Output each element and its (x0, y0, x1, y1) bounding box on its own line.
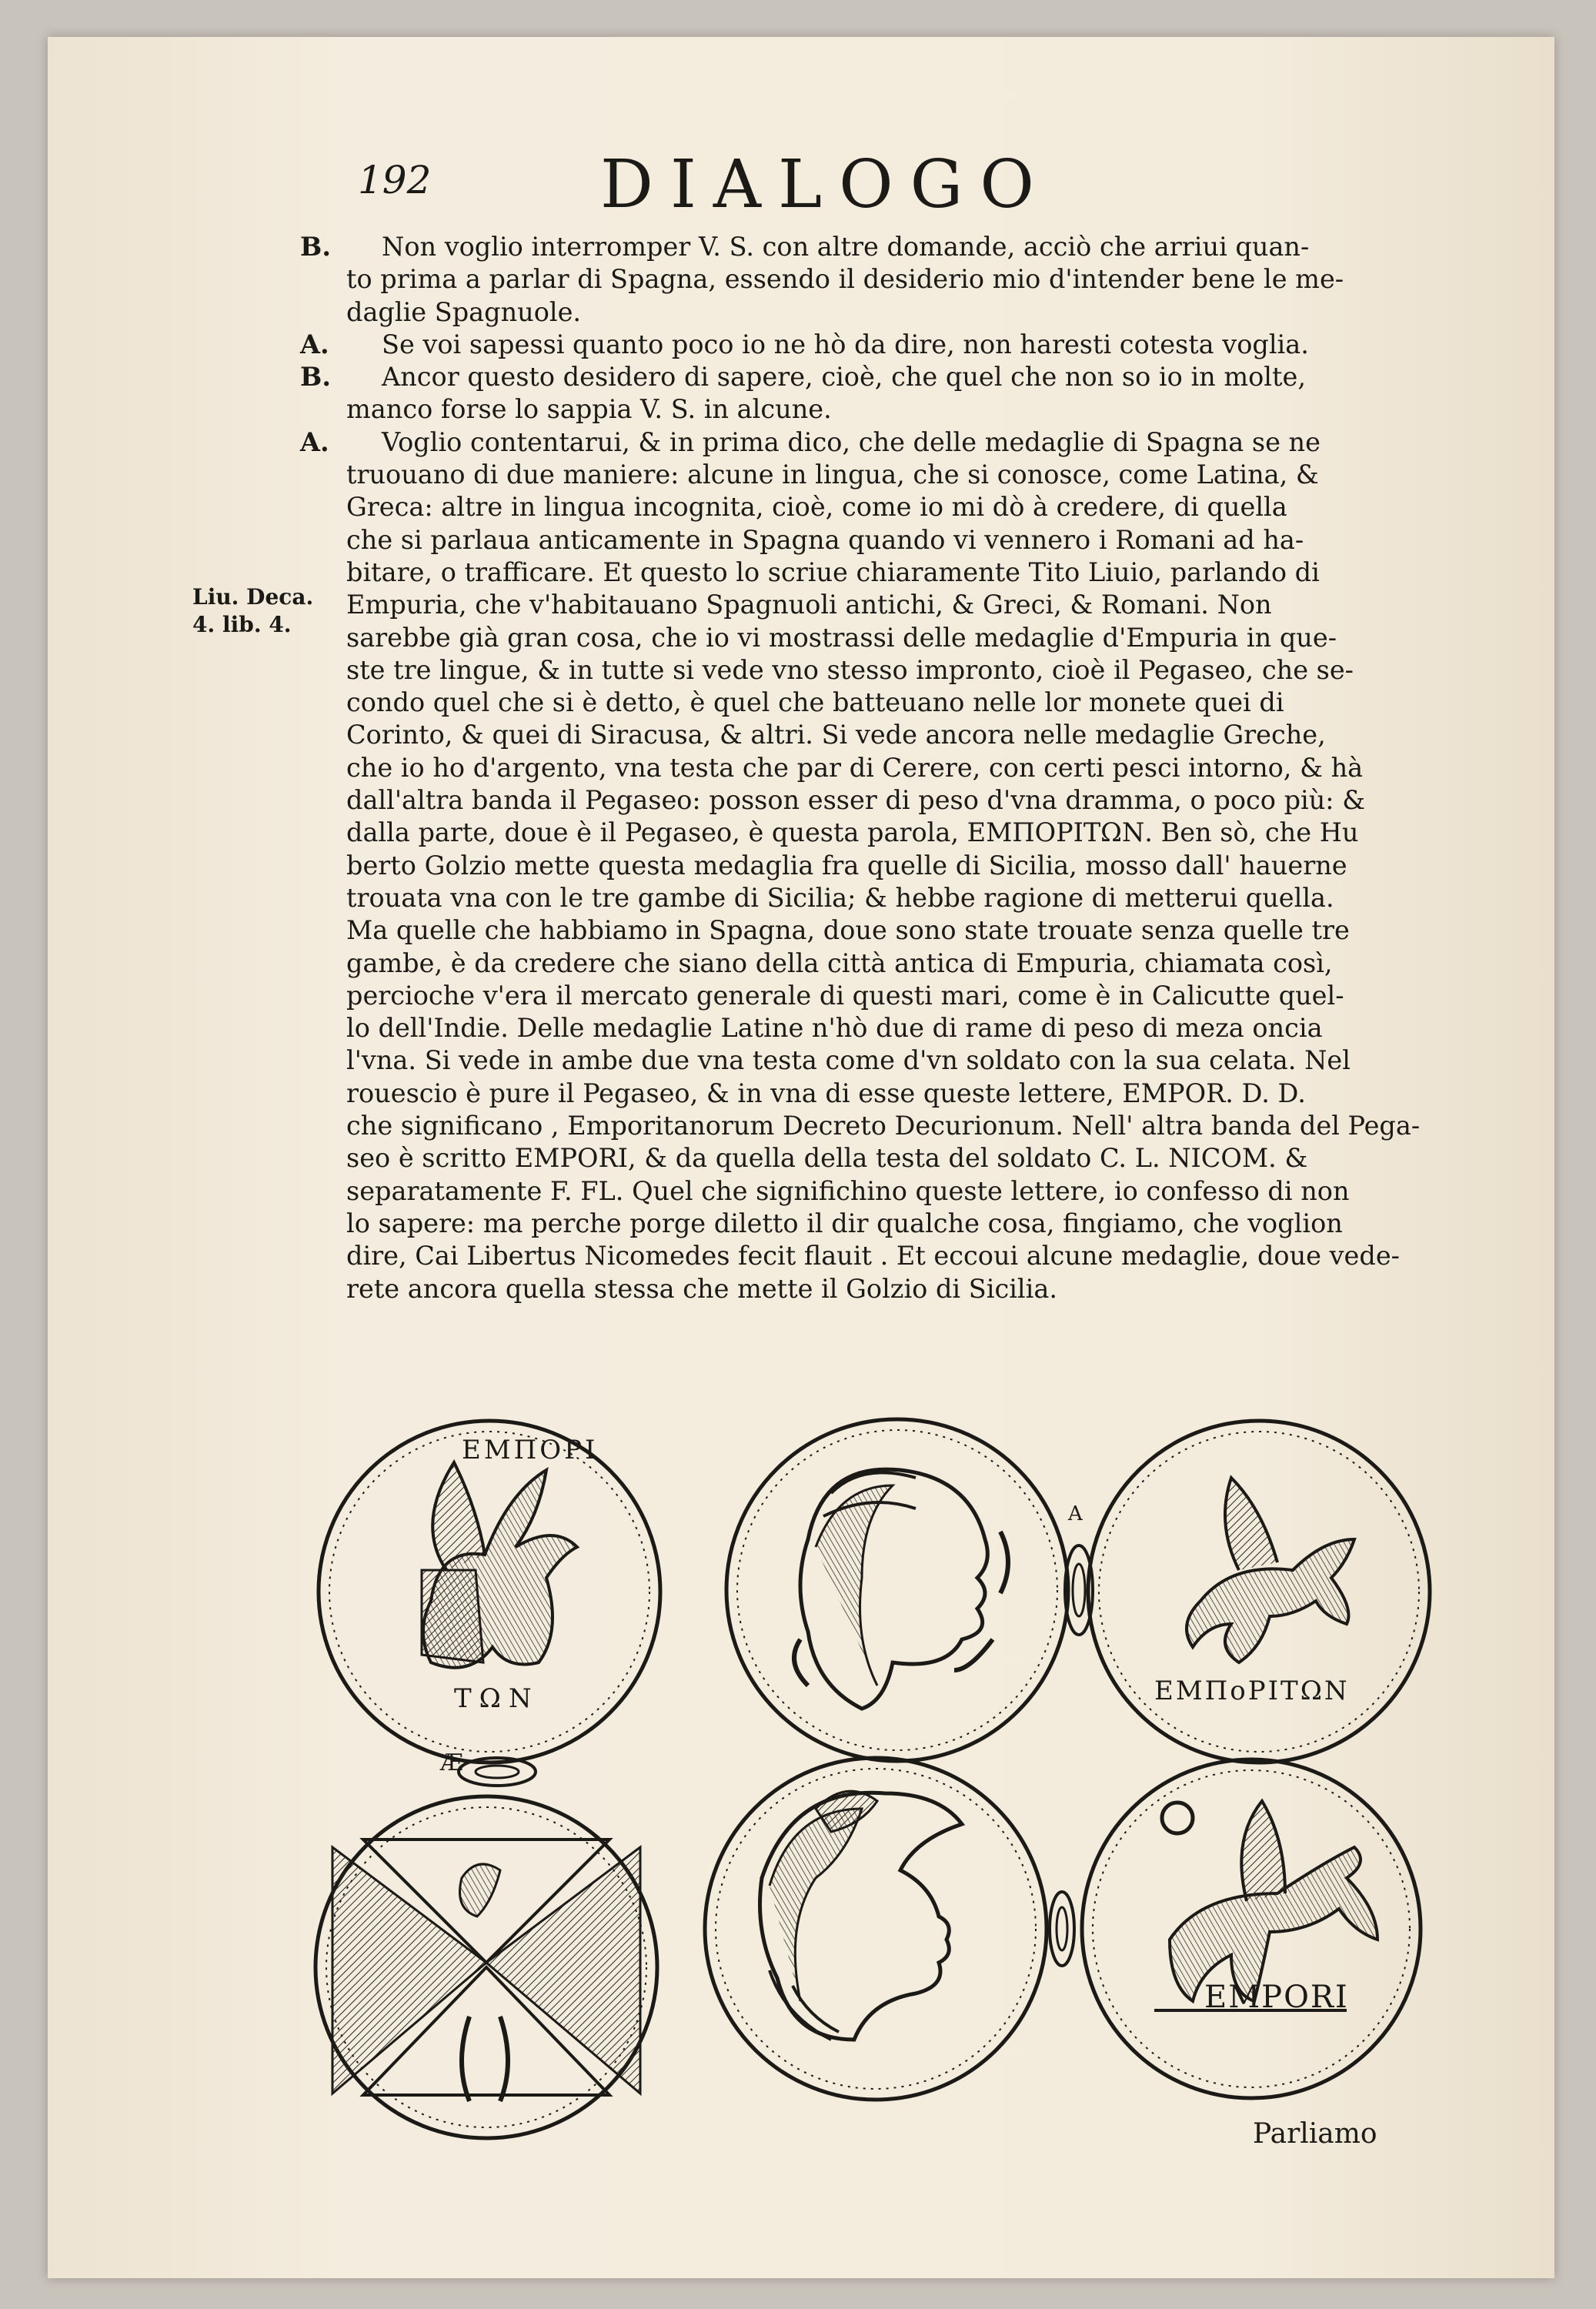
text-line: seo è scritto EMPORI, & da quella della testa del soldato C. L. NICOM. & (346, 1143, 1308, 1174)
text-line: to prima a parlar di Spagna, essendo il desiderio mio d'intender bene le me- (346, 264, 1344, 295)
speaker-label: A. (300, 426, 329, 457)
text-line: condo quel che si è detto, è quel che batteuano nelle lor monete quei di (346, 687, 1284, 718)
text-line: lo dell'Indie. Delle medaglie Latine n'hò due di rame di peso di meza oncia (346, 1013, 1323, 1044)
text-line: dall'altra banda il Pegaseo: posson esser di peso d'vna dramma, o poco più: & (346, 785, 1366, 816)
text-line: lo sapere: ma perche porge diletto il dir qualche cosa, fingiamo, che voglion (346, 1208, 1343, 1238)
text-line: dalla parte, doue è il Pegaseo, è questa parola, ΕΜΠΟΡΙΤΩΝ. Ben sò, che Hu (346, 817, 1359, 848)
text-line: Voglio contentarui, & in prima dico, che delle medaglie di Spagna se ne (382, 426, 1321, 457)
speaker-label: B. (300, 362, 331, 393)
ar-mark: A (1068, 1502, 1083, 1525)
running-head: DIALOGO (600, 146, 1051, 223)
coin-pegasus-empori (1082, 1759, 1421, 2098)
text-line: truouano di due maniere: alcune in lingua, che si conosce, come Latina, & (346, 459, 1319, 490)
text-line: che io ho d'argento, vna testa che par di Cerere, con certi pesci intorno, & hà (346, 752, 1364, 783)
margin-note-line: Liu. Deca. (192, 584, 314, 610)
coin-helmeted-head (705, 1758, 1047, 2100)
text-line: sarebbe già gran cosa, che io vi mostrassi delle medaglie d'Empuria in que- (346, 622, 1337, 653)
speaker-label: B. (300, 232, 331, 262)
text-line: Non voglio interromper V. S. con altre domande, acciò che arriui quan- (382, 232, 1310, 262)
text-line: Greca: altre in lingua incognita, cioè, come io mi dò à credere, di quella (346, 492, 1287, 523)
text-line: l'vna. Si vede in ambe due vna testa come d'vn soldato con la sua celata. Nel (346, 1045, 1351, 1076)
text-line: rouescio è pure il Pegaseo, & in vna di esse queste lettere, EMPOR. D. D. (346, 1078, 1306, 1108)
text-line: berto Golzio mette questa medaglia fra quelle di Sicilia, mosso dall' hauerne (346, 850, 1347, 880)
text-line: separatamente F. FL. Quel che significhino queste lettere, io confesso di non (346, 1175, 1350, 1206)
coin-connector-ar-bottom (1050, 1892, 1074, 1966)
coin-legend: EMPORI (1204, 1980, 1349, 2015)
text-line: bitare, o trafficare. Et questo lo scriue chiaramente Tito Liuio, parlando di (346, 556, 1320, 587)
text-line: Corinto, & quei di Siracusa, & altri. Si vede ancora nelle medaglie Greche, (346, 720, 1326, 750)
text-line: Empuria, che v'habitauano Spagnuoli antichi, & Greci, & Romani. Non (346, 590, 1272, 620)
text-line: percioche v'era il mercato generale di questi mari, come è in Calicutte quel- (346, 980, 1344, 1011)
text-line: Ancor questo desidero di sapere, cioè, che quel che non so io in molte, (382, 362, 1306, 393)
speaker-label: A. (300, 329, 329, 359)
coin-legend: ΕΜΠοΡΙΤΩΝ (1154, 1676, 1350, 1706)
text-line: trouata vna con le tre gambe di Sicilia; & hebbe ragione di metterui quella. (346, 882, 1334, 913)
coin-legend-bottom: ΤΩΝ (454, 1683, 539, 1714)
page-number: 192 (358, 158, 432, 202)
text-line: che si parlaua anticamente in Spagna quando vi vennero i Romani ad ha- (346, 524, 1304, 555)
coin-legend-top: ΕΜΠΟΡΙ (462, 1435, 599, 1465)
text-line: gambe, è da credere che siano della città antica di Empuria, chiamata così, (346, 947, 1333, 978)
ae-mark: Æ (440, 1749, 464, 1776)
coin-ceres-head (726, 1419, 1068, 1761)
coin-pegasus-reverse (1088, 1421, 1430, 1763)
text-line: manco forse lo sappia V. S. in alcune. (346, 394, 832, 425)
catchword: Parliamo (1253, 2118, 1377, 2150)
text-line: che significano , Emporitanorum Decreto Decurionum. Nell' altra banda del Pega- (346, 1111, 1421, 1141)
coin-triskeles-reverse (316, 1796, 657, 2138)
text-line: ste tre lingue, & in tutte si vede vno stesso impronto, cioè il Pegaseo, che se- (346, 654, 1354, 685)
text-line: Ma quelle che habbiamo in Spagna, doue sono state trouate senza quelle tre (346, 915, 1350, 946)
text-line: Se voi sapessi quanto poco io ne hò da dire, non haresti cotesta voglia. (382, 329, 1309, 359)
coin-connector-ae (439, 1749, 536, 1786)
text-line: dire, Cai Libertus Nicomedes fecit flauit . Et eccoui alcune medaglie, doue vede- (346, 1241, 1400, 1271)
coin-pegasus-obverse (319, 1421, 660, 1763)
text-line: rete ancora quella stessa che mette il Golzio di Sicilia. (346, 1273, 1057, 1304)
text-line: daglie Spagnuole. (346, 296, 582, 327)
margin-note-line: 4. lib. 4. (192, 612, 292, 637)
